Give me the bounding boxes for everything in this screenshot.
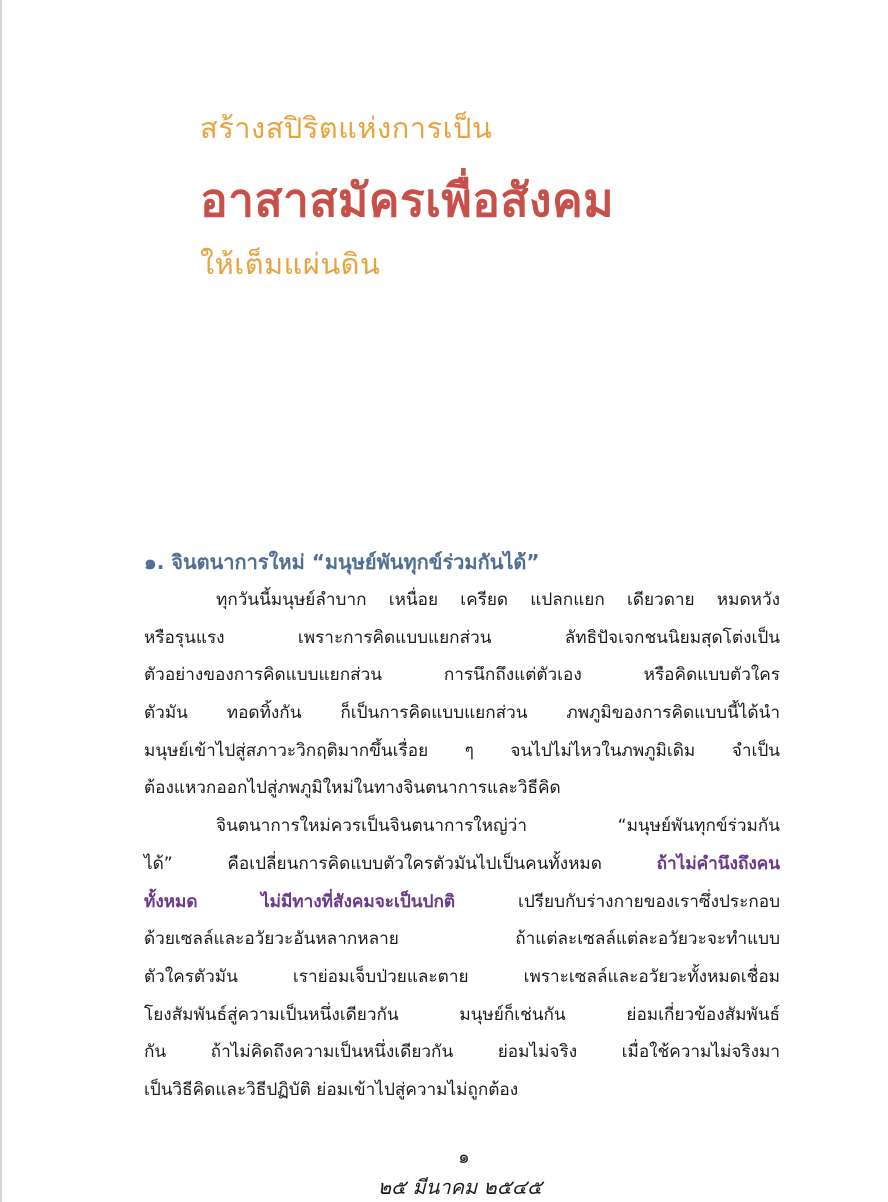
title-block [200,108,614,284]
title-line-2: อาสาสมัครเพื่อสังคม [200,173,615,227]
paragraph-line: ด้วยเซลล์และอวัยวะอันหลากหลาย ถ้าแต่ละเซลล์แต่ละอวัยวะจะทำแบบ [144,929,780,950]
paragraph-line [144,884,780,922]
section-heading: ๑. จินตนาการใหม่ “มนุษย์พันทุกข์ร่วมกันได้” [144,550,540,574]
title-line-1: สร้างสปิริตแห่งการเป็น [200,111,493,145]
paragraph-line [144,846,780,884]
paragraph-line: ทุกวันนี้มนุษย์ลำบาก เหนื่อย เครียด แปลกแยก เดียวดาย หมดหวัง [216,590,780,610]
page-date: ๒๕ มีนาคม ๒๕๔๕ [377,1175,543,1199]
paragraph-line: หรือรุนแรง เพราะการคิดแบบแยกส่วน ลัทธิปัจเจกชนนิยมสุดโต่งเป็น [144,627,780,648]
paragraph-line: ต้องแหวกออกไปสู่ภพภูมิใหม่ในทางจินตนาการและวิธีคิด [144,778,561,799]
title-line-3: ให้เต็มแผ่นดิน [200,247,381,281]
paragraph-line: เป็นวิธีคิดและวิธีปฏิบัติ ย่อมเข้าไปสู่ความไม่ถูกต้อง [144,1079,519,1100]
paragraph-text: เปรียบกับร่างกายของเราซึ่งประกอบ [455,891,780,912]
paragraph-line: จินตนาการใหม่ควรเป็นจินตนาการใหญ่ว่า “มนุษย์พันทุกข์ร่วมกัน [216,816,780,837]
paragraph-line: ตัวใครตัวมัน เราย่อมเจ็บป่วยและตาย เพราะเซลล์และอวัยวะทั้งหมดเชื่อม [144,966,780,987]
paragraph-line: ตัวมัน ทอดทิ้งกัน ก็เป็นการคิดแบบแยกส่วน ภพภูมิของการคิดแบบนี้ได้นำ [144,703,780,724]
emphasis-text: ทั้งหมด ไม่มีทางที่สังคมจะเป็นปกติ [144,891,456,912]
paragraph-line: ตัวอย่างของการคิดแบบแยกส่วน การนึกถึงแต่ตัวเอง หรือคิดแบบตัวใคร [144,665,780,686]
paragraph-line: มนุษย์เข้าไปสู่สภาวะวิกฤติมากขึ้นเรื่อย ๆ จนไปไม่ไหวในภพภูมิเดิม จำเป็น [144,740,780,761]
page-number: ๑ [458,1147,470,1168]
paragraph-text: ได้” คือเปลี่ยนการคิดแบบตัวใครตัวมันไปเป็นคนทั้งหมด [144,853,657,874]
paragraph-1 [144,582,780,808]
section-content [144,544,780,1110]
emphasis-text: ถ้าไม่คำนึงถึงคน [656,853,780,874]
paragraph-line: โยงสัมพันธ์สู่ความเป็นหนึ่งเดียวกัน มนุษย์ก็เช่นกัน ย่อมเกี่ยวข้องสัมพันธ์ [144,1004,780,1025]
paragraph-2 [144,808,780,1110]
page-left-edge [0,0,2,1202]
paragraph-line: กัน ถ้าไม่คิดถึงความเป็นหนึ่งเดียวกัน ย่อมไม่จริง เมื่อใช้ความไม่จริงมา [144,1042,780,1063]
